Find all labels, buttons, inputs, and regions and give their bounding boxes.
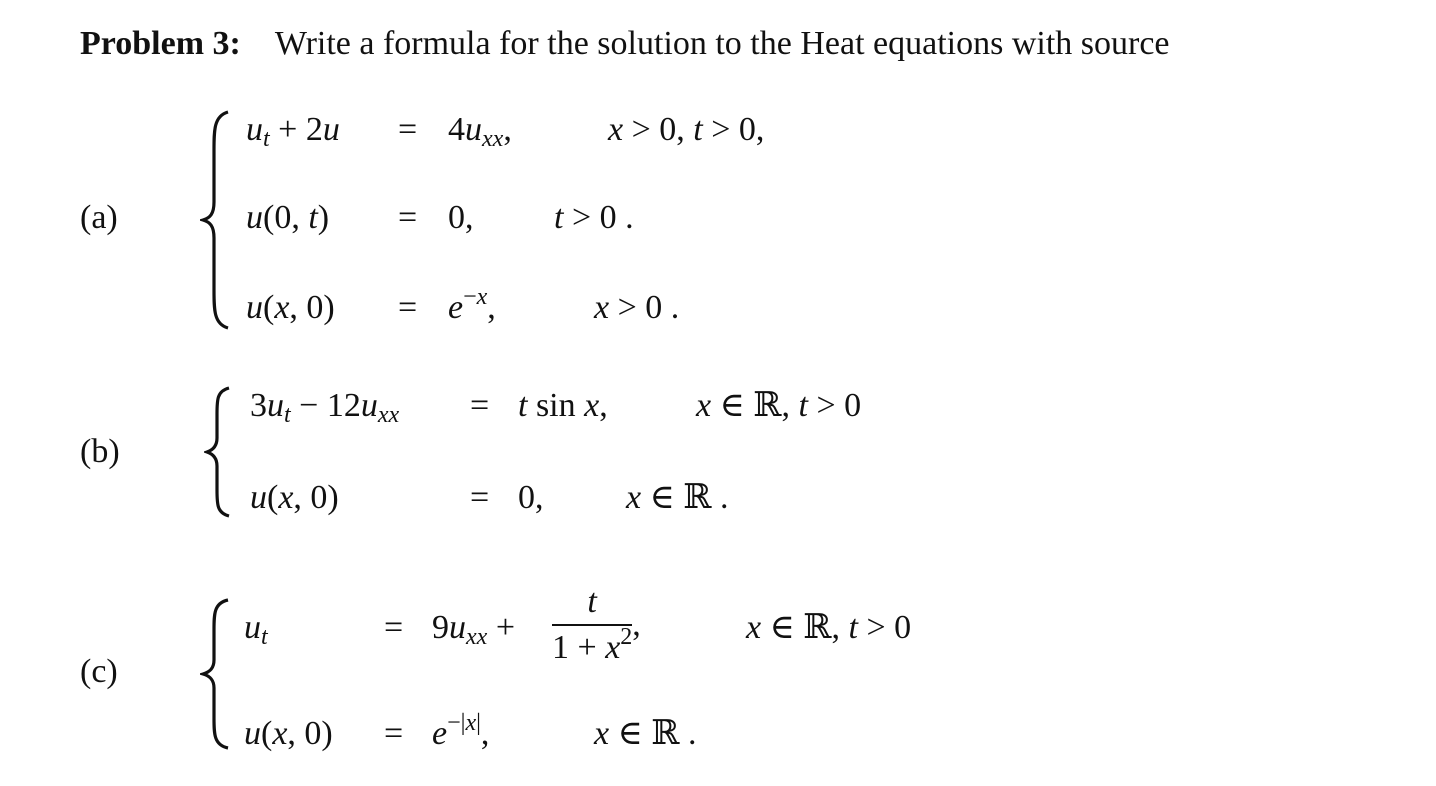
part-c-label: (c) [80, 653, 118, 690]
part-b-row1-rhs: t sin x, [518, 387, 608, 424]
problem-statement: Write a formula for the solution to the Heat equations with source [274, 25, 1170, 62]
part-a-row2-lhs: u(0, t) [246, 199, 330, 236]
part-a-brace [200, 110, 234, 330]
part-a-row1-cond: x > 0, t > 0, [608, 111, 765, 148]
part-b-brace [204, 386, 234, 518]
part-a-label: (a) [80, 199, 118, 236]
part-c-row1-fraction: $\frac{t}{1 + x^2}$ , [552, 583, 641, 666]
part-b-label: (b) [80, 433, 120, 470]
part-a-row1-rhs: $4u_{xx}$, [448, 111, 512, 152]
part-a-row1-lhs: $u_t + 2u$ [246, 111, 340, 152]
part-a-row2-rhs: 0, [448, 199, 474, 236]
part-c-row1-lhs: $u_t$ [244, 609, 268, 650]
problem-header [80, 24, 1170, 64]
part-a-row3-rhs: $e^{-x}$, [448, 284, 496, 326]
part-b-row1-cond: x ∈ ℝ, t > 0 [696, 387, 862, 424]
part-b-row2-cond: x ∈ ℝ . [626, 479, 729, 516]
part-a-row2-cond: t > 0 . [554, 199, 634, 236]
part-c-row2-cond: x ∈ ℝ . [594, 715, 697, 752]
part-b-row1-lhs: $3u_t - 12u_{xx}$ [250, 387, 400, 428]
part-b-row2-rhs: 0, [518, 479, 544, 516]
part-c-row2-rhs: $e^{-|x|}$, [432, 710, 490, 752]
part-c-row2-rel: = [384, 715, 404, 752]
part-c-brace [200, 598, 234, 750]
part-a-row2-rel: = [398, 199, 418, 236]
part-c-row1-rhs-a: $9u_{xx}$ + [432, 609, 515, 650]
part-b-row2-lhs: u(x, 0) [250, 479, 339, 516]
part-b-row1-rel: = [470, 387, 490, 424]
problem-label: Problem 3: [80, 25, 241, 62]
part-a-row3-cond: x > 0 . [594, 289, 680, 326]
part-a-row3-rel: = [398, 289, 418, 326]
part-c-row1-rel: = [384, 609, 404, 646]
part-a-row1-rel: = [398, 111, 418, 148]
part-a-row3-lhs: u(x, 0) [246, 289, 335, 326]
part-b-row2-rel: = [470, 479, 490, 516]
part-c-row2-lhs: u(x, 0) [244, 715, 333, 752]
part-c-row1-cond: x ∈ ℝ, t > 0 [746, 609, 912, 646]
